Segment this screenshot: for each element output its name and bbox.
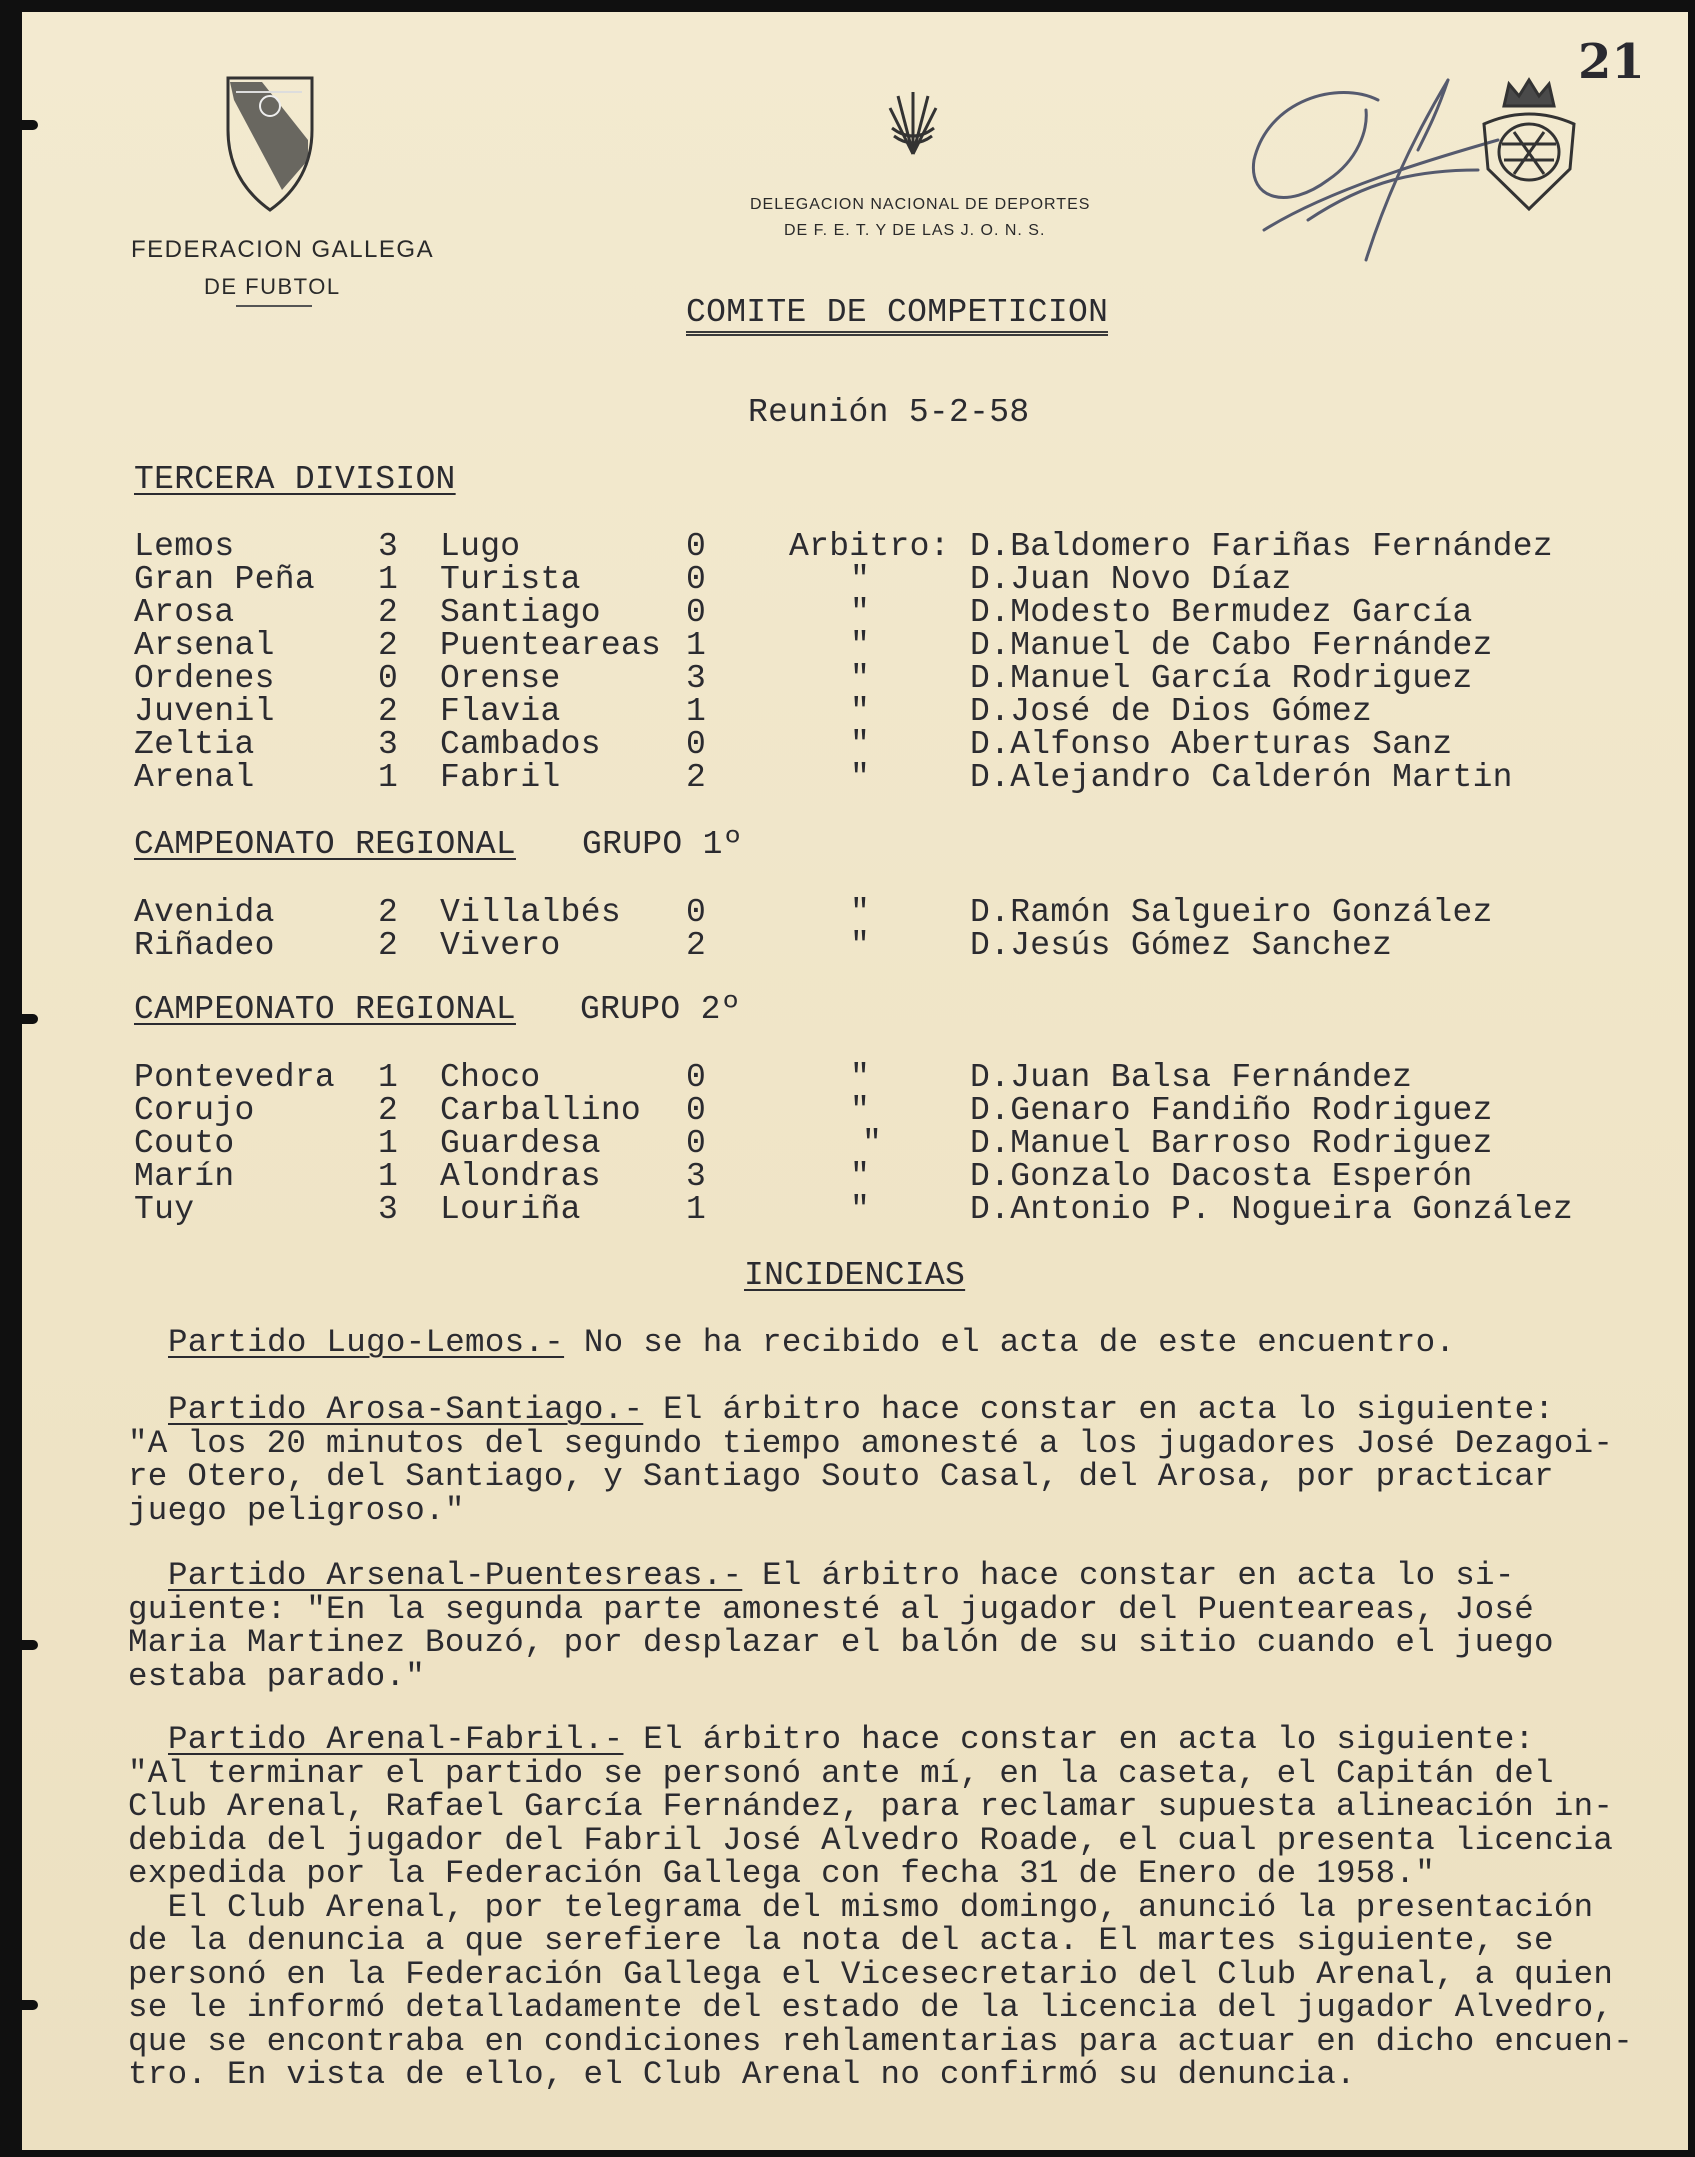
section-group-2: GRUPO 2º bbox=[580, 991, 741, 1028]
away-score: 3 bbox=[686, 1158, 707, 1195]
page-number: 21 bbox=[1578, 34, 1645, 90]
home-score: 1 bbox=[378, 1158, 399, 1195]
referee-label: " bbox=[850, 594, 871, 631]
referee-name: D.Manuel de Cabo Fernández bbox=[970, 627, 1493, 664]
home-score: 2 bbox=[378, 594, 399, 631]
referee-name: D.Gonzalo Dacosta Esperón bbox=[970, 1158, 1473, 1195]
crowned-crest-emblem bbox=[1474, 74, 1584, 214]
referee-name: D.Ramón Salgueiro González bbox=[970, 894, 1493, 931]
home-team: Avenida bbox=[134, 894, 275, 931]
away-score: 0 bbox=[686, 528, 707, 565]
referee-label: " bbox=[850, 927, 871, 964]
referee-label: " bbox=[850, 1158, 871, 1195]
incident-text: "Al terminar el partido se personó ante mí, en la caseta, el Capitán del bbox=[128, 1754, 1554, 1792]
home-score: 1 bbox=[378, 561, 399, 598]
referee-label: " bbox=[850, 1059, 871, 1096]
home-score: 0 bbox=[378, 660, 399, 697]
away-team: Flavia bbox=[440, 693, 561, 730]
away-team: Louriña bbox=[440, 1191, 581, 1228]
home-score: 1 bbox=[378, 1059, 399, 1096]
referee-label: " bbox=[850, 561, 871, 598]
incident-title: Partido Lugo-Lemos.- bbox=[168, 1324, 565, 1361]
away-team: Turista bbox=[440, 561, 581, 598]
section-heading-regional-2: CAMPEONATO REGIONAL bbox=[134, 991, 516, 1028]
home-team: Zeltia bbox=[134, 726, 255, 763]
referee-name: D.Manuel Barroso Rodriguez bbox=[970, 1125, 1493, 1162]
referee-name: D.Alejandro Calderón Martin bbox=[970, 759, 1513, 796]
away-score: 1 bbox=[686, 693, 707, 730]
away-team: Carballino bbox=[440, 1092, 642, 1129]
referee-label: " bbox=[850, 726, 871, 763]
home-team: Corujo bbox=[134, 1092, 255, 1129]
home-score: 1 bbox=[378, 759, 399, 796]
referee-name: D.José de Dios Gómez bbox=[970, 693, 1373, 730]
away-team: Cambados bbox=[440, 726, 601, 763]
incident-arosa-santiago bbox=[128, 1393, 1668, 1527]
away-score: 1 bbox=[686, 627, 707, 664]
referee-name: D.Alfonso Aberturas Sanz bbox=[970, 726, 1453, 763]
home-team: Lemos bbox=[134, 528, 235, 565]
referee-name: D.Jesús Gómez Sanchez bbox=[970, 927, 1393, 964]
referee-name: D.Juan Balsa Fernández bbox=[970, 1059, 1413, 1096]
federation-rule bbox=[236, 305, 312, 307]
incident-text: Club Arenal, Rafael García Fernández, para reclamar supuesta alineación in- bbox=[128, 1788, 1614, 1825]
home-team: Ordenes bbox=[134, 660, 275, 697]
incident-lugo-lemos bbox=[168, 1326, 1695, 1360]
referee-name: D.Manuel García Rodriguez bbox=[970, 660, 1473, 697]
referee-label: " bbox=[850, 693, 871, 730]
away-team: Fabril bbox=[440, 759, 561, 796]
home-team: Arsenal bbox=[134, 627, 275, 664]
away-score: 0 bbox=[686, 1125, 707, 1162]
away-score: 3 bbox=[686, 660, 707, 697]
incident-text: personó en la Federación Gallega el Vicesecretario del Club Arenal, a quien bbox=[128, 1955, 1614, 1993]
referee-name: D.Modesto Bermudez García bbox=[970, 594, 1473, 631]
home-team: Pontevedra bbox=[134, 1059, 336, 1096]
away-team: Puenteareas bbox=[440, 627, 662, 664]
home-score: 2 bbox=[378, 1092, 399, 1129]
incident-text: guiente: "En la segunda parte amonesté al jugador del Puenteareas, José bbox=[128, 1590, 1535, 1628]
referee-label: " bbox=[850, 1191, 871, 1228]
referee-label: " bbox=[862, 1125, 883, 1162]
incident-text: El árbitro hace constar en acta lo si- bbox=[742, 1557, 1515, 1594]
delegation-line2: DE F. E. T. Y DE LAS J. O. N. S. bbox=[784, 222, 1046, 239]
home-score: 2 bbox=[378, 627, 399, 664]
handwritten-signature bbox=[1248, 70, 1508, 270]
away-team: Santiago bbox=[440, 594, 601, 631]
away-score: 0 bbox=[686, 594, 707, 631]
home-score: 3 bbox=[378, 528, 399, 565]
section-group-1: GRUPO 1º bbox=[582, 826, 743, 863]
home-score: 2 bbox=[378, 927, 399, 964]
incident-title: Partido Arsenal-Puentesreas.- bbox=[168, 1557, 743, 1594]
incident-text: de la denuncia a que serefiere la nota del acta. El martes siguiente, se bbox=[128, 1922, 1554, 1959]
away-team: Guardesa bbox=[440, 1125, 601, 1162]
away-team: Lugo bbox=[440, 528, 521, 565]
home-team: Riñadeo bbox=[134, 927, 275, 964]
referee-name: D.Genaro Fandiño Rodriguez bbox=[970, 1092, 1493, 1129]
incidencias-heading: INCIDENCIAS bbox=[744, 1257, 966, 1294]
section-heading-regional-1: CAMPEONATO REGIONAL bbox=[134, 826, 516, 863]
referee-name: D.Antonio P. Nogueira González bbox=[970, 1191, 1574, 1228]
referee-name: D.Baldomero Fariñas Fernández bbox=[970, 528, 1553, 565]
away-team: Alondras bbox=[440, 1158, 601, 1195]
home-team: Couto bbox=[134, 1125, 235, 1162]
referee-label: Arbitro: bbox=[789, 528, 950, 565]
away-team: Villalbés bbox=[440, 894, 621, 931]
section-heading-tercera: TERCERA DIVISION bbox=[134, 461, 456, 498]
referee-label: " bbox=[850, 660, 871, 697]
meeting-date: Reunión 5-2-58 bbox=[748, 394, 1030, 431]
away-score: 0 bbox=[686, 726, 707, 763]
incident-text: expedida por la Federación Gallega con fecha 31 de Enero de 1958." bbox=[128, 1855, 1436, 1892]
referee-label: " bbox=[850, 759, 871, 796]
away-score: 2 bbox=[686, 927, 707, 964]
incident-text: debida del jugador del Fabril José Alvedro Roade, el cual presenta licencia bbox=[128, 1821, 1614, 1859]
home-team: Marín bbox=[134, 1158, 235, 1195]
away-score: 0 bbox=[686, 1092, 707, 1129]
incident-text: re Otero, del Santiago, y Santiago Souto Casal, del Arosa, por practicar bbox=[128, 1458, 1554, 1495]
incident-title: Partido Arosa-Santiago.- bbox=[168, 1391, 644, 1428]
away-team: Orense bbox=[440, 660, 561, 697]
home-team: Arenal bbox=[134, 759, 255, 796]
incident-text: No se ha recibido el acta de este encuentro. bbox=[564, 1324, 1456, 1361]
away-team: Choco bbox=[440, 1059, 541, 1096]
incident-text: El árbitro hace constar en acta lo siguiente: bbox=[643, 1391, 1555, 1428]
incident-text: que se encontraba en condiciones rehlamentarias para actuar en dicho encuen- bbox=[128, 2022, 1634, 2060]
away-score: 0 bbox=[686, 894, 707, 931]
home-score: 3 bbox=[378, 726, 399, 763]
away-score: 0 bbox=[686, 1059, 707, 1096]
incident-arsenal-puenteareas bbox=[128, 1559, 1668, 1693]
federation-shield-logo bbox=[222, 70, 318, 216]
home-score: 2 bbox=[378, 894, 399, 931]
referee-label: " bbox=[850, 894, 871, 931]
referee-label: " bbox=[850, 1092, 871, 1129]
delegation-line1: DELEGACION NACIONAL DE DEPORTES bbox=[750, 196, 1091, 213]
federation-name-line2: DE FUBTOL bbox=[204, 274, 341, 299]
away-score: 2 bbox=[686, 759, 707, 796]
away-score: 0 bbox=[686, 561, 707, 598]
incident-title: Partido Arenal-Fabril.- bbox=[168, 1721, 624, 1758]
referee-name: D.Juan Novo Díaz bbox=[970, 561, 1292, 598]
away-score: 1 bbox=[686, 1191, 707, 1228]
home-team: Juvenil bbox=[134, 693, 275, 730]
home-score: 3 bbox=[378, 1191, 399, 1228]
incident-arenal-fabril bbox=[128, 1723, 1668, 2092]
home-score: 2 bbox=[378, 693, 399, 730]
incident-text: juego peligroso." bbox=[128, 1491, 465, 1529]
incident-text: tro. En vista de ello, el Club Arenal no confirmó su denuncia. bbox=[128, 2056, 1356, 2093]
home-team: Tuy bbox=[134, 1191, 195, 1228]
incident-text: estaba parado." bbox=[128, 1657, 426, 1695]
incident-text: se le informó detalladamente del estado de la licencia del jugador Alvedro, bbox=[128, 1989, 1614, 2026]
home-team: Arosa bbox=[134, 594, 235, 631]
home-team: Gran Peña bbox=[134, 561, 315, 598]
incident-text: El árbitro hace constar en acta lo siguiente: bbox=[623, 1721, 1535, 1758]
home-score: 1 bbox=[378, 1125, 399, 1162]
yoke-arrows-emblem bbox=[886, 88, 940, 160]
committee-title: COMITE DE COMPETICION bbox=[686, 296, 1108, 336]
away-team: Vivero bbox=[440, 927, 561, 964]
federation-name-line1: FEDERACION GALLEGA bbox=[131, 236, 435, 263]
incident-text: El Club Arenal, por telegrama del mismo domingo, anunció la presentación bbox=[128, 1888, 1594, 1926]
incident-text: "A los 20 minutos del segundo tiempo amonesté a los jugadores José Dezagoi- bbox=[128, 1424, 1614, 1462]
referee-label: " bbox=[850, 627, 871, 664]
incident-text: Maria Martinez Bouzó, por desplazar el balón de su sitio cuando el juego bbox=[128, 1624, 1554, 1661]
